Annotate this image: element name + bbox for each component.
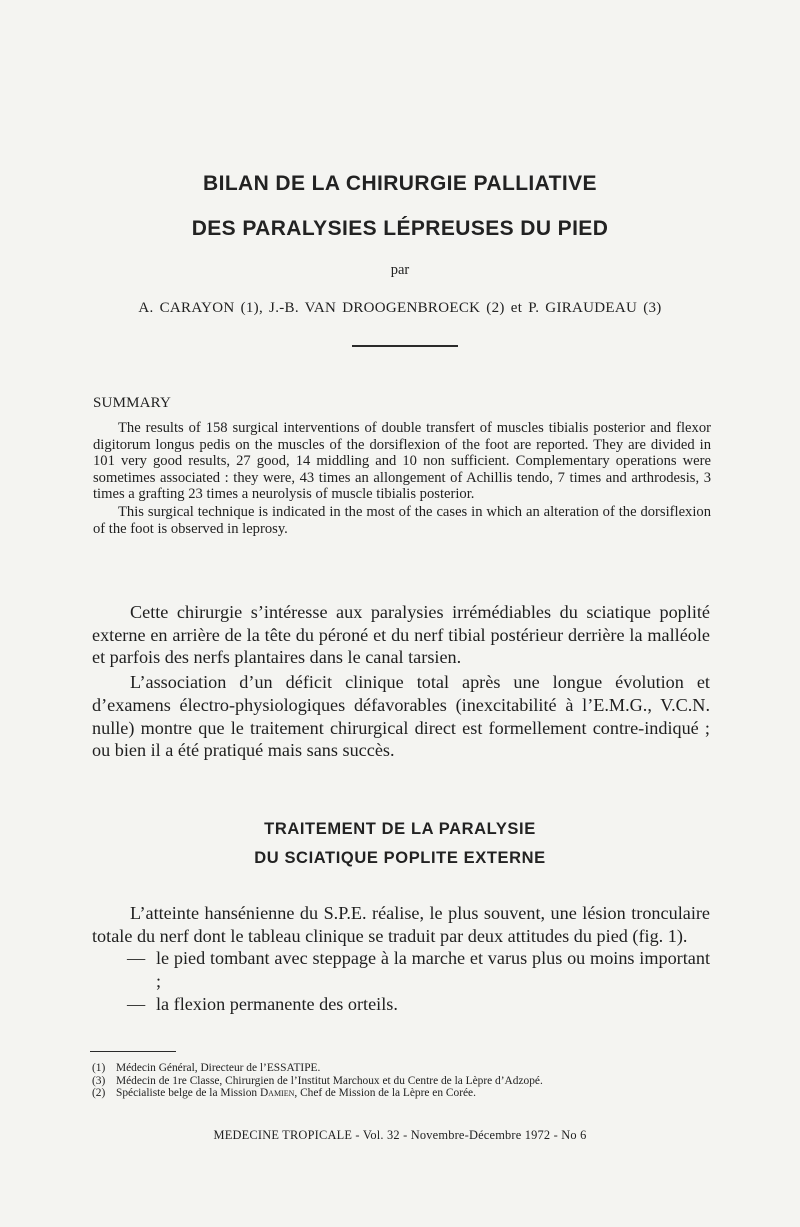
introduction: [92, 601, 710, 762]
list-item-text: la flexion permanente des orteils.: [156, 993, 398, 1014]
summary-paragraph: The results of 158 surgical interventions of double transfert of muscles tibialis posterior and flexor digitorum longus pedis on the muscles of the dorsiflexion of the foot are reported. They are divided in 101 very good results, 27 good, 14 middling and 10 non sufficient. Complementary operations were sometimes associated : they were, 43 times an allongement of Achillis tendo, 7 times and arthrodesis, 3 times a grafting 23 times a neurolysis of muscle tibialis posterior.: [93, 420, 711, 503]
footnote-text: Spécialiste belge de la Mission: [116, 1087, 260, 1100]
footnotes: [92, 1062, 732, 1100]
journal-footer: MEDECINE TROPICALE - Vol. 32 - Novembre-Décembre 1972 - No 6: [213, 1128, 587, 1142]
byline-par: par: [390, 262, 410, 278]
footnote-text: Médecin de 1re Classe, Chirurgien de l’Institut Marchoux et du Centre de la Lèpre d’Adzopé.: [116, 1074, 543, 1087]
footnote-number: (3): [92, 1074, 106, 1087]
section-title-line-1: TRAITEMENT DE LA PARALYSIE: [264, 820, 536, 838]
summary-text: [93, 420, 711, 537]
list-item: [92, 947, 710, 992]
list-item: [92, 993, 710, 1016]
intro-paragraph: Cette chirurgie s’intéresse aux paralysies irrémédiables du sciatique poplité externe en arrière de la tête du péroné et du nerf tibial postérieur derrière la malléole et parfois des nerfs plantaires dans le canal tarsien.: [92, 602, 710, 668]
section-body: [92, 902, 710, 1016]
intro-paragraph: L’association d’un déficit clinique total après une longue évolution et d’examens électro-physiologiques défavorables (inexcitabilité à l’E.M.G., V.C.N. nulle) montre que le traitement chirurgical direct est formellement contre-indiqué ; ou bien il a été pratiqué mais sans succès.: [92, 672, 710, 761]
footnote: [92, 1087, 732, 1100]
title-divider: [352, 345, 458, 347]
article-title-line-1: BILAN DE LA CHIRURGIE PALLIATIVE: [203, 172, 597, 195]
authors: A. CARAYON (1), J.-B. VAN DROOGENBROECK (2) et P. GIRAUDEAU (3): [138, 300, 662, 316]
article-title-line-2: DES PARALYSIES LÉPREUSES DU PIED: [191, 217, 609, 240]
list-item-text: le pied tombant avec steppage à la marche et varus plus ou moins important ;: [156, 948, 710, 992]
section-title-line-2: DU SCIATIQUE POPLITE EXTERNE: [254, 849, 546, 867]
dash-bullet: —: [127, 993, 146, 1014]
footnote-divider: [90, 1051, 176, 1052]
section-paragraph: L’atteinte hansénienne du S.P.E. réalise, le plus souvent, une lésion tronculaire totale du nerf dont le tableau clinique se traduit par deux attitudes du pied (fig. 1).: [92, 903, 710, 946]
footnote-text: Médecin Général, Directeur de l’ESSATIPE.: [116, 1062, 321, 1074]
footnote-text: , Chef de Mission de la Lèpre en Corée.: [294, 1087, 476, 1100]
footnote-number: (1): [92, 1062, 106, 1074]
footnote-number: (2): [92, 1087, 106, 1100]
summary-heading: SUMMARY: [93, 395, 172, 411]
summary-paragraph: This surgical technique is indicated in the most of the cases in which an alteration of the dorsiflexion of the foot is observed in leprosy.: [93, 503, 711, 537]
footnote: [92, 1075, 732, 1088]
footnote-smallcaps: Damien: [259, 1087, 295, 1100]
footnote: [92, 1062, 732, 1075]
dash-bullet: —: [127, 948, 146, 969]
